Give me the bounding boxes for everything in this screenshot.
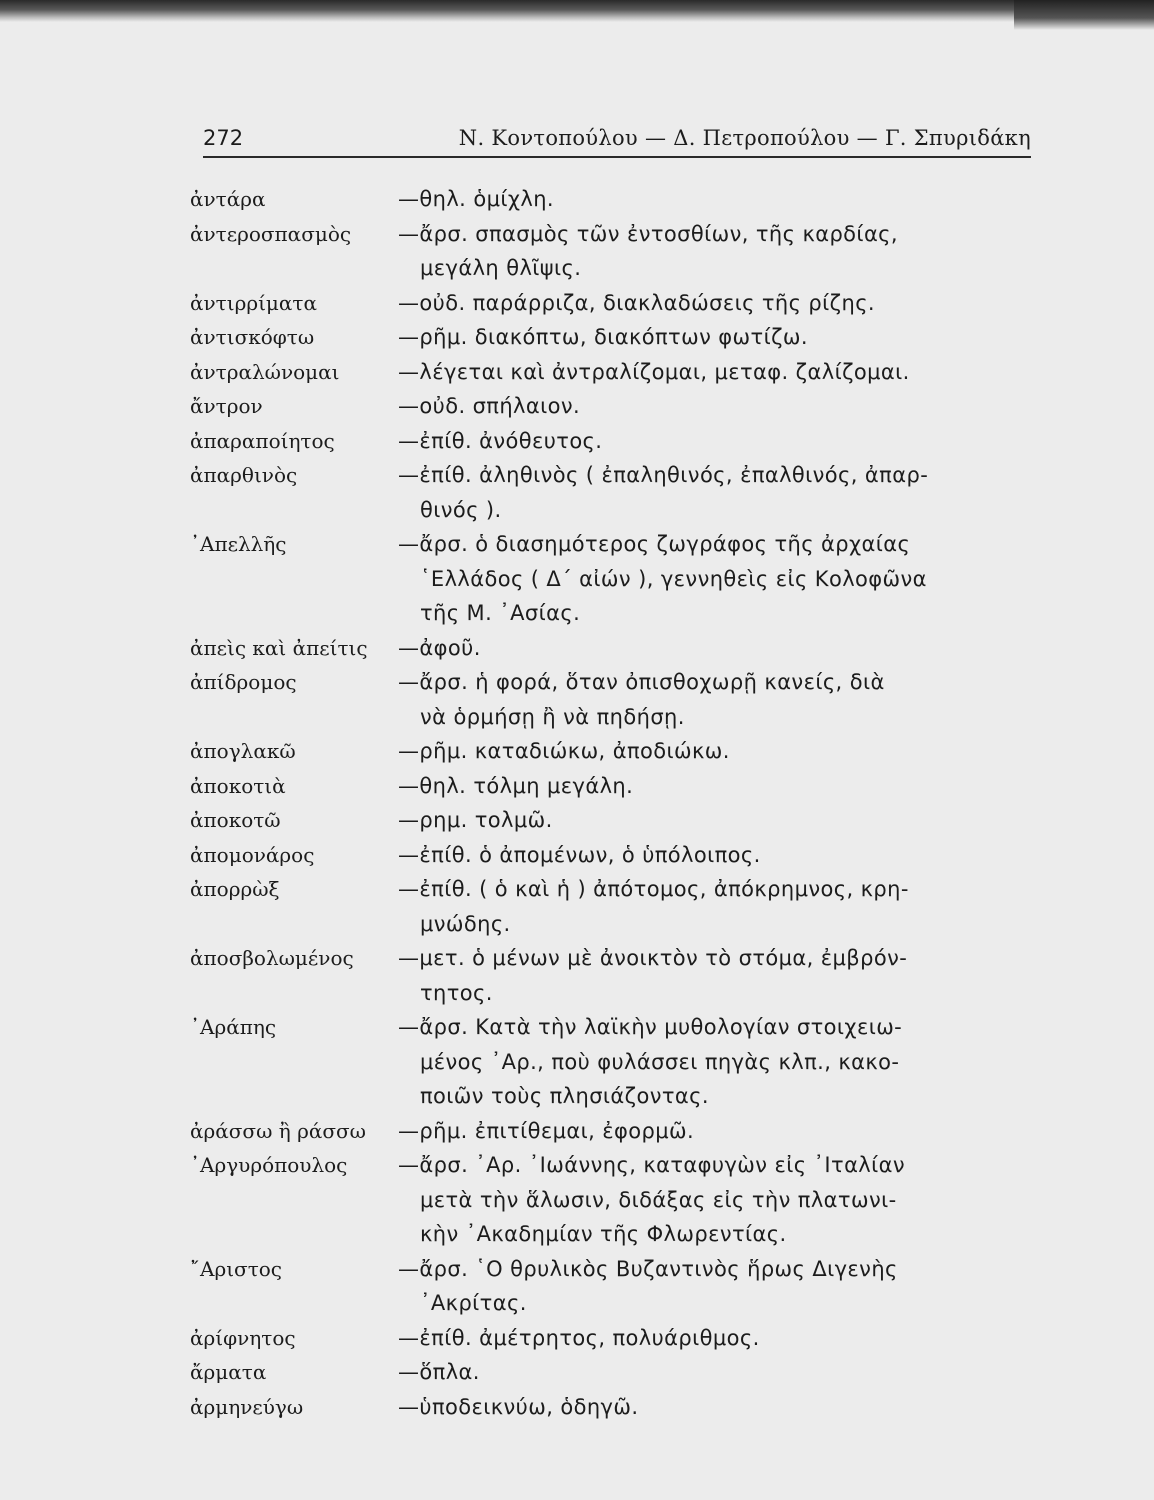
entry-headword: ἀρμηνεύγω: [190, 1394, 304, 1419]
entry-definition: [398, 1355, 1040, 1390]
book-binding-edge: [1014, 0, 1154, 30]
entry-headword: ἀπορρὼξ: [190, 877, 280, 901]
definition-line: τῆς Μ. ᾿Ασίας.: [420, 601, 581, 625]
entry-definition: [398, 1390, 1040, 1425]
entry-definition: [398, 803, 1040, 838]
entry-definition: [398, 838, 1040, 873]
entry-headword: ἄρματα: [190, 1360, 267, 1384]
glossary-entry: [190, 527, 1040, 631]
definition-line: νὰ ὁρμήσῃ ἢ νὰ πηδήσῃ.: [420, 704, 685, 729]
definition-line: —ἐπίθ. ὁ ἀπομένων, ὁ ὑπόλοιπος.: [398, 842, 761, 867]
definition-line: ποιῶν τοὺς πλησιάζοντας.: [420, 1084, 709, 1108]
entry-definition: [398, 355, 1040, 390]
glossary-entry: [190, 665, 1040, 734]
entry-definition: [398, 320, 1040, 355]
definition-line: —οὐδ. παράρριζα, διακλαδώσεις τῆς ρίζης.: [398, 290, 876, 315]
entry-headword: ᾿Αράπης: [190, 1015, 277, 1039]
entry-definition: [398, 872, 1040, 941]
glossary-entry: [190, 389, 1040, 424]
glossary-entry: [190, 1321, 1040, 1356]
definition-line: μεγάλη θλῖψις.: [420, 256, 582, 280]
entry-definition: [398, 665, 1040, 734]
definition-line: τητος.: [420, 980, 493, 1005]
definition-line: κὴν ᾿Ακαδημίαν τῆς Φλωρεντίας.: [420, 1222, 787, 1246]
entry-headword: ἀντραλώνομαι: [190, 359, 340, 384]
entry-definition: [398, 1252, 1040, 1321]
definition-line: —ρῆμ. καταδιώκω, ἀποδιώκω.: [398, 739, 730, 763]
entry-headword: ἀπομονάρος: [190, 842, 315, 867]
entry-definition: [398, 527, 1040, 631]
glossary-entry: [190, 734, 1040, 769]
entry-definition: [398, 1010, 1040, 1114]
glossary-entry: [190, 1010, 1040, 1114]
definition-line: θινός ).: [420, 497, 502, 522]
definition-line: —ἐπίθ. ἀμέτρητος, πολυάριθμος.: [398, 1325, 760, 1350]
definition-line: —ἄρσ. ᾿Αρ. ᾿Ιωάννης, καταφυγὼν εἰς ᾿Ιταλίαν: [398, 1153, 906, 1177]
entry-headword: ἀποσβολωμένος: [190, 946, 354, 970]
definition-line: —ρημ. τολμῶ.: [398, 808, 553, 832]
entry-headword: ἀντισκόφτω: [190, 325, 315, 349]
entry-definition: [398, 217, 1040, 286]
definition-line: ᾿Ακρίτας.: [420, 1291, 527, 1315]
definition-line: —ἄρσ. σπασμὸς τῶν ἐντοσθίων, τῆς καρδίας,: [398, 221, 898, 246]
definition-line: —οὐδ. σπήλαιον.: [398, 394, 581, 418]
entry-headword: ἀντιρρίματα: [190, 290, 318, 315]
glossary-entry: [190, 1148, 1040, 1252]
glossary-entry: [190, 217, 1040, 286]
entry-headword: ᾿Απελλῆς: [190, 532, 287, 556]
glossary-entry: [190, 1390, 1040, 1425]
page-header: [203, 120, 1031, 158]
glossary-entry: [190, 631, 1040, 666]
definition-line: —μετ. ὁ μένων μὲ ἀνοικτὸν τὸ στόμα, ἐμβρόν-: [398, 946, 908, 970]
entry-headword: ἄντρον: [190, 394, 263, 418]
entry-headword: ἀπίδρομος: [190, 670, 297, 694]
glossary-entry: [190, 1252, 1040, 1321]
entry-headword: ἀποκοτῶ: [190, 808, 281, 832]
entry-definition: [398, 458, 1040, 527]
glossary-entry: [190, 182, 1040, 217]
entry-definition: [398, 734, 1040, 769]
entry-headword: ἀρίφνητος: [190, 1325, 296, 1350]
entry-headword: ᾿Αργυρόπουλος: [190, 1153, 348, 1177]
glossary-entry: [190, 458, 1040, 527]
definition-line: —ρῆμ. διακόπτω, διακόπτων φωτίζω.: [398, 325, 808, 349]
glossary-entries: [190, 182, 1040, 1424]
entry-definition: [398, 286, 1040, 321]
entry-definition: [398, 631, 1040, 666]
entry-headword: ἀράσσω ἢ ράσσω: [190, 1118, 366, 1143]
page-number: 272: [203, 126, 244, 150]
page-top-shadow: [0, 0, 1154, 22]
definition-line: —ἄρσ. ῾Ο θρυλικὸς Βυζαντινὸς ἥρως Διγενὴς: [398, 1256, 898, 1281]
entry-definition: [398, 182, 1040, 217]
entry-definition: [398, 769, 1040, 804]
definition-line: —ἄρσ. ἡ φορά, ὅταν ὀπισθοχωρῇ κανείς, διὰ: [398, 670, 885, 694]
entry-headword: ἀπαραποίητος: [190, 428, 335, 453]
entry-definition: [398, 941, 1040, 1010]
entry-headword: ἀποκοτιὰ: [190, 773, 286, 798]
entry-headword: ἀντάρα: [190, 187, 266, 211]
entry-definition: [398, 389, 1040, 424]
definition-line: —ἄρσ. Κατὰ τὴν λαϊκὴν μυθολογίαν στοιχειω-: [398, 1015, 903, 1039]
entry-headword: ἀπογλακῶ: [190, 739, 296, 763]
glossary-entry: [190, 355, 1040, 390]
definition-line: —ρῆμ. ἐπιτίθεμαι, ἐφορμῶ.: [398, 1118, 695, 1143]
definition-line: —ὅπλα.: [398, 1360, 480, 1384]
definition-line: —ἐπίθ. ἀληθινὸς ( ἐπαληθινός, ἐπαλθινός, ἀπαρ-: [398, 463, 929, 487]
definition-line: —ὑποδεικνύω, ὁδηγῶ.: [398, 1394, 639, 1419]
definition-line: μένος ᾿Αρ., ποὺ φυλάσσει πηγὰς κλπ., κακο-: [420, 1049, 900, 1074]
entry-headword: ἀντεροσπασμὸς: [190, 221, 352, 246]
entry-headword: ῎Αριστος: [190, 1256, 283, 1281]
glossary-entry: [190, 769, 1040, 804]
definition-line: —ἀφοῦ.: [398, 635, 481, 660]
entry-definition: [398, 424, 1040, 459]
running-head-authors: Ν. Κοντοπούλου — Δ. Πετροπούλου — Γ. Σπυριδάκη: [458, 126, 1031, 150]
entry-definition: [398, 1321, 1040, 1356]
definition-line: —ἄρσ. ὁ διασημότερος ζωγράφος τῆς ἀρχαίας: [398, 532, 911, 556]
definition-line: —λέγεται καὶ ἀντραλίζομαι, μεταφ. ζαλίζομαι.: [398, 359, 910, 384]
glossary-entry: [190, 320, 1040, 355]
definition-line: μνώδης.: [420, 911, 511, 936]
definition-line: —ἐπίθ. ἀνόθευτος.: [398, 428, 603, 453]
glossary-entry: [190, 1114, 1040, 1149]
definition-line: —θηλ. ὁμίχλη.: [398, 187, 554, 211]
glossary-entry: [190, 1355, 1040, 1390]
glossary-entry: [190, 803, 1040, 838]
definition-line: —ἐπίθ. ( ὁ καὶ ἡ ) ἀπότομος, ἀπόκρημνος, κρη-: [398, 877, 909, 901]
glossary-entry: [190, 941, 1040, 1010]
definition-line: ῾Ελλάδος ( Δ´ αἰών ), γεννηθεὶς εἰς Κολοφῶνα: [420, 566, 927, 591]
definition-line: μετὰ τὴν ἅλωσιν, διδάξας εἰς τὴν πλατωνι-: [420, 1187, 897, 1212]
definition-line: —θηλ. τόλμη μεγάλη.: [398, 773, 634, 798]
entry-headword: ἀπεὶς καὶ ἀπείτις: [190, 635, 368, 660]
glossary-entry: [190, 838, 1040, 873]
entry-definition: [398, 1148, 1040, 1252]
entry-headword: ἀπαρθινὸς: [190, 463, 298, 487]
glossary-entry: [190, 286, 1040, 321]
glossary-entry: [190, 872, 1040, 941]
glossary-entry: [190, 424, 1040, 459]
entry-definition: [398, 1114, 1040, 1149]
